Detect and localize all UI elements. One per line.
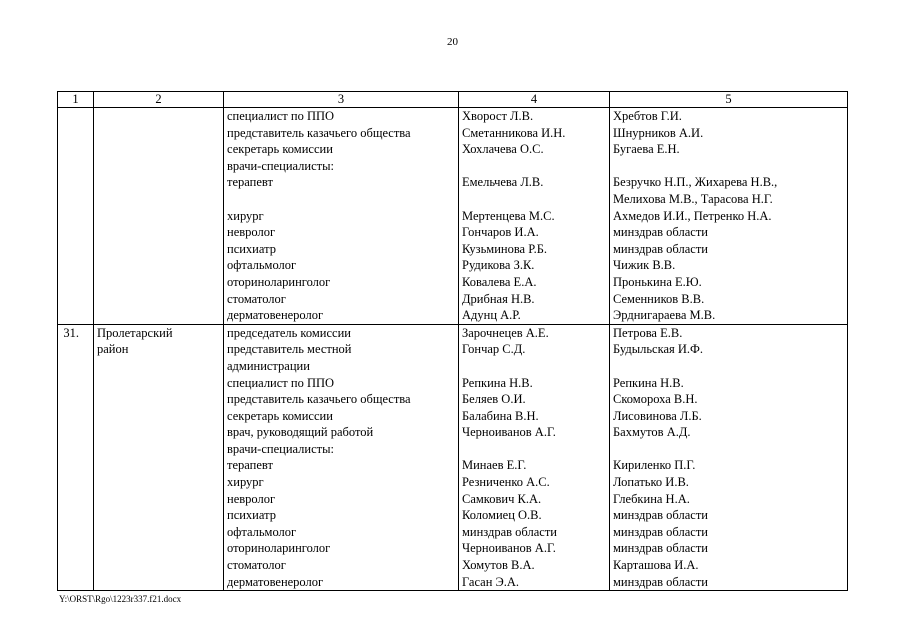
column-header: 2 — [94, 92, 224, 108]
table-row — [58, 540, 848, 557]
table-row — [58, 257, 848, 274]
commission-table — [57, 91, 848, 591]
role-cell: невролог — [224, 224, 459, 241]
district-cell — [94, 524, 224, 541]
row-number-cell — [58, 524, 94, 541]
role-cell: представитель казачьего общества — [224, 125, 459, 142]
district-cell — [94, 358, 224, 375]
row-number-cell — [58, 358, 94, 375]
reserve-member-cell: Лопатько И.В. — [610, 474, 848, 491]
table-row — [58, 208, 848, 225]
row-number-cell — [58, 257, 94, 274]
reserve-member-cell: Мелихова М.В., Тарасова Н.Г. — [610, 191, 848, 208]
district-cell — [94, 158, 224, 175]
table-row — [58, 141, 848, 158]
row-number-cell: 31. — [58, 324, 94, 341]
table-row — [58, 457, 848, 474]
member-cell: Дрибная Н.В. — [459, 291, 610, 308]
column-header: 3 — [224, 92, 459, 108]
row-number-cell — [58, 125, 94, 142]
table-row — [58, 324, 848, 341]
reserve-member-cell: Семенников В.В. — [610, 291, 848, 308]
role-cell: врачи-специалисты: — [224, 441, 459, 458]
member-cell: Резниченко А.С. — [459, 474, 610, 491]
row-number-cell — [58, 208, 94, 225]
member-cell: Адунц А.Р. — [459, 307, 610, 324]
role-cell: офтальмолог — [224, 257, 459, 274]
table-header-row — [58, 92, 848, 108]
member-cell: Балабина В.Н. — [459, 408, 610, 425]
member-cell: Мертенцева М.С. — [459, 208, 610, 225]
reserve-member-cell: Хребтов Г.И. — [610, 108, 848, 125]
reserve-member-cell — [610, 441, 848, 458]
row-number-cell — [58, 424, 94, 441]
role-cell: представитель местной — [224, 341, 459, 358]
role-cell: психиатр — [224, 507, 459, 524]
table-row — [58, 574, 848, 591]
row-number-cell — [58, 291, 94, 308]
table-row — [58, 557, 848, 574]
reserve-member-cell: минздрав области — [610, 507, 848, 524]
row-number-cell — [58, 474, 94, 491]
district-cell — [94, 224, 224, 241]
district-cell — [94, 441, 224, 458]
row-number-cell — [58, 241, 94, 258]
row-number-cell — [58, 557, 94, 574]
member-cell: Сметанникова И.Н. — [459, 125, 610, 142]
table-row — [58, 241, 848, 258]
member-cell: Кузьминова Р.Б. — [459, 241, 610, 258]
member-cell: Коломиец О.В. — [459, 507, 610, 524]
district-cell — [94, 408, 224, 425]
role-cell: оториноларинголог — [224, 274, 459, 291]
role-cell: терапевт — [224, 457, 459, 474]
row-number-cell — [58, 141, 94, 158]
row-number-cell — [58, 274, 94, 291]
reserve-member-cell: минздрав области — [610, 540, 848, 557]
district-cell — [94, 241, 224, 258]
row-number-cell — [58, 491, 94, 508]
reserve-member-cell: Ахмедов И.И., Петренко Н.А. — [610, 208, 848, 225]
column-header: 5 — [610, 92, 848, 108]
reserve-member-cell: Чижик В.В. — [610, 257, 848, 274]
row-number-cell — [58, 457, 94, 474]
district-cell — [94, 125, 224, 142]
district-cell — [94, 540, 224, 557]
table-row — [58, 291, 848, 308]
district-cell — [94, 191, 224, 208]
role-cell: невролог — [224, 491, 459, 508]
reserve-member-cell — [610, 358, 848, 375]
member-cell: Рудикова З.К. — [459, 257, 610, 274]
member-cell: Гончар С.Д. — [459, 341, 610, 358]
table-row — [58, 174, 848, 191]
district-cell: Пролетарский — [94, 324, 224, 341]
row-number-cell — [58, 408, 94, 425]
table-row — [58, 274, 848, 291]
district-cell — [94, 291, 224, 308]
reserve-member-cell: Лисовинова Л.Б. — [610, 408, 848, 425]
reserve-member-cell: минздрав области — [610, 524, 848, 541]
column-header: 4 — [459, 92, 610, 108]
file-path-footer: Y:\ORST\Rgo\1223r337.f21.docx — [59, 594, 182, 604]
member-cell — [459, 191, 610, 208]
reserve-member-cell: Репкина Н.В. — [610, 375, 848, 392]
member-cell: минздрав области — [459, 524, 610, 541]
table-row — [58, 408, 848, 425]
reserve-member-cell — [610, 158, 848, 175]
role-cell: дерматовенеролог — [224, 307, 459, 324]
reserve-member-cell: минздрав области — [610, 241, 848, 258]
district-cell — [94, 507, 224, 524]
table-row — [58, 224, 848, 241]
role-cell: оториноларинголог — [224, 540, 459, 557]
row-number-cell — [58, 341, 94, 358]
reserve-member-cell: минздрав области — [610, 224, 848, 241]
role-cell: дерматовенеролог — [224, 574, 459, 591]
reserve-member-cell: Глебкина Н.А. — [610, 491, 848, 508]
district-cell — [94, 574, 224, 591]
district-cell — [94, 174, 224, 191]
reserve-member-cell: Безручко Н.П., Жихарева Н.В., — [610, 174, 848, 191]
row-number-cell — [58, 441, 94, 458]
member-cell — [459, 358, 610, 375]
member-cell: Гасан Э.А. — [459, 574, 610, 591]
row-number-cell — [58, 158, 94, 175]
table-row — [58, 507, 848, 524]
district-cell — [94, 424, 224, 441]
table-row — [58, 474, 848, 491]
role-cell: стоматолог — [224, 557, 459, 574]
reserve-member-cell: Бугаева Е.Н. — [610, 141, 848, 158]
table-row — [58, 191, 848, 208]
table-row — [58, 108, 848, 125]
role-cell: врачи-специалисты: — [224, 158, 459, 175]
member-cell: Хохлачева О.С. — [459, 141, 610, 158]
table-row — [58, 125, 848, 142]
reserve-member-cell: Шнурников А.И. — [610, 125, 848, 142]
role-cell: председатель комиссии — [224, 324, 459, 341]
reserve-member-cell: Скомороха В.Н. — [610, 391, 848, 408]
row-number-cell — [58, 540, 94, 557]
row-number-cell — [58, 224, 94, 241]
district-cell — [94, 141, 224, 158]
row-number-cell — [58, 174, 94, 191]
member-cell: Самкович К.А. — [459, 491, 610, 508]
district-cell — [94, 457, 224, 474]
district-cell — [94, 108, 224, 125]
reserve-member-cell: Кириленко П.Г. — [610, 457, 848, 474]
member-cell: Беляев О.И. — [459, 391, 610, 408]
row-number-cell — [58, 391, 94, 408]
row-number-cell — [58, 191, 94, 208]
table-row — [58, 491, 848, 508]
reserve-member-cell: Пронькина Е.Ю. — [610, 274, 848, 291]
member-cell: Черноиванов А.Г. — [459, 424, 610, 441]
row-number-cell — [58, 574, 94, 591]
district-cell — [94, 208, 224, 225]
member-cell — [459, 158, 610, 175]
row-number-cell — [58, 375, 94, 392]
reserve-member-cell: Бахмутов А.Д. — [610, 424, 848, 441]
member-cell: Хворост Л.В. — [459, 108, 610, 125]
table-row — [58, 375, 848, 392]
reserve-member-cell: Будыльская И.Ф. — [610, 341, 848, 358]
table-body — [58, 108, 848, 591]
member-cell — [459, 441, 610, 458]
member-cell: Минаев Е.Г. — [459, 457, 610, 474]
role-cell: секретарь комиссии — [224, 408, 459, 425]
district-cell — [94, 474, 224, 491]
member-cell: Емельчева Л.В. — [459, 174, 610, 191]
member-cell: Гончаров И.А. — [459, 224, 610, 241]
role-cell: секретарь комиссии — [224, 141, 459, 158]
district-cell — [94, 491, 224, 508]
row-number-cell — [58, 108, 94, 125]
member-cell: Зарочнецев А.Е. — [459, 324, 610, 341]
page-number: 20 — [447, 36, 458, 48]
table-row — [58, 424, 848, 441]
reserve-member-cell: Петрова Е.В. — [610, 324, 848, 341]
district-cell — [94, 557, 224, 574]
role-cell: хирург — [224, 474, 459, 491]
role-cell: администрации — [224, 358, 459, 375]
district-cell — [94, 307, 224, 324]
table-row — [58, 441, 848, 458]
row-number-cell — [58, 507, 94, 524]
member-cell: Ковалева Е.А. — [459, 274, 610, 291]
reserve-member-cell: Эрднигараева М.В. — [610, 307, 848, 324]
role-cell: терапевт — [224, 174, 459, 191]
role-cell: специалист по ППО — [224, 108, 459, 125]
row-number-cell — [58, 307, 94, 324]
role-cell: психиатр — [224, 241, 459, 258]
table-row — [58, 524, 848, 541]
table-row — [58, 158, 848, 175]
district-cell: район — [94, 341, 224, 358]
member-cell: Репкина Н.В. — [459, 375, 610, 392]
reserve-member-cell: Карташова И.А. — [610, 557, 848, 574]
district-cell — [94, 391, 224, 408]
district-cell — [94, 375, 224, 392]
table-row — [58, 391, 848, 408]
member-cell: Хомутов В.А. — [459, 557, 610, 574]
role-cell: стоматолог — [224, 291, 459, 308]
role-cell: офтальмолог — [224, 524, 459, 541]
reserve-member-cell: минздрав области — [610, 574, 848, 591]
role-cell: врач, руководящий работой — [224, 424, 459, 441]
member-cell: Черноиванов А.Г. — [459, 540, 610, 557]
role-cell — [224, 191, 459, 208]
role-cell: хирург — [224, 208, 459, 225]
district-cell — [94, 274, 224, 291]
table-row — [58, 341, 848, 358]
column-header: 1 — [58, 92, 94, 108]
table-row — [58, 307, 848, 324]
role-cell: представитель казачьего общества — [224, 391, 459, 408]
role-cell: специалист по ППО — [224, 375, 459, 392]
table-row — [58, 358, 848, 375]
district-cell — [94, 257, 224, 274]
